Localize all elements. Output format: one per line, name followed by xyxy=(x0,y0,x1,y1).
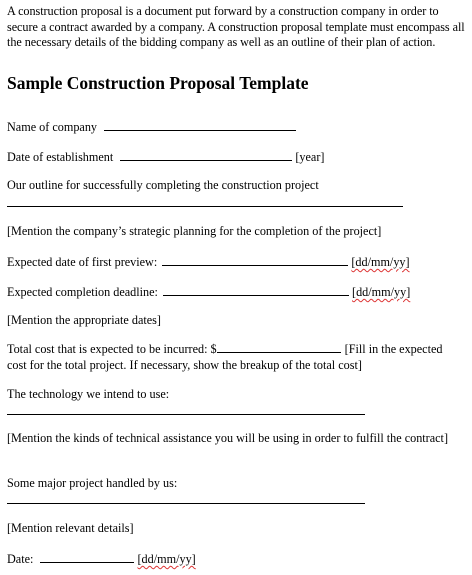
first-preview-row xyxy=(7,254,410,271)
total-cost-row xyxy=(7,341,465,373)
establishment-label: Date of establishment xyxy=(7,150,114,164)
document-page xyxy=(7,4,465,94)
technology-field[interactable] xyxy=(7,414,365,415)
mention-dates-row xyxy=(7,313,161,329)
outline-label: Our outline for successfully completing the construction project xyxy=(7,178,319,192)
company-name-field[interactable] xyxy=(104,119,296,131)
company-name-row xyxy=(7,119,296,136)
relevant-details-text: [Mention relevant details] xyxy=(7,521,134,535)
date-hint-2: [dd/mm/yy] xyxy=(352,285,411,299)
strategic-row xyxy=(7,224,381,240)
outline-field[interactable] xyxy=(7,206,403,207)
total-cost-field[interactable] xyxy=(217,341,341,353)
year-hint: [year] xyxy=(295,150,325,164)
major-project-label: Some major project handled by us: xyxy=(7,476,178,490)
intro-paragraph: A construction proposal is a document put forward by a construction company in order to secure a contract awarded by a company. A construction proposal template must encompass all the necessary details of the bidding company as well as an outline of their plan of action. xyxy=(7,4,465,49)
first-preview-label: Expected date of first preview: xyxy=(7,255,158,269)
first-preview-field[interactable] xyxy=(162,254,348,266)
strategic-text: [Mention the company’s strategic planning for the completion of the project] xyxy=(7,224,382,238)
completion-label: Expected completion deadline: xyxy=(7,285,158,299)
completion-row xyxy=(7,284,410,301)
outline-row xyxy=(7,178,319,194)
date-field[interactable] xyxy=(40,551,134,563)
technology-label: The technology we intend to use: xyxy=(7,387,170,401)
establishment-row xyxy=(7,149,324,166)
date-label: Date: xyxy=(7,552,34,566)
relevant-details-row xyxy=(7,521,134,537)
cost-hint: [Fill in the expected cost for the total project. If necessary, show the breakup of the total cost] xyxy=(7,342,443,372)
technology-row xyxy=(7,387,169,403)
mention-dates-text: [Mention the appropriate dates] xyxy=(7,313,161,327)
date-hint-1: [dd/mm/yy] xyxy=(351,255,410,269)
document-title: Sample Construction Proposal Template xyxy=(7,72,309,93)
total-cost-label: Total cost that is expected to be incurred: $ xyxy=(7,342,217,356)
completion-field[interactable] xyxy=(163,284,349,296)
company-name-label: Name of company xyxy=(7,120,98,134)
date-row xyxy=(7,551,196,568)
major-project-row xyxy=(7,476,177,492)
technical-assistance-row xyxy=(7,431,465,447)
technical-assistance-text: [Mention the kinds of technical assistance you will be using in order to fulfill the contract] xyxy=(7,431,449,445)
date-hint-3: [dd/mm/yy] xyxy=(137,552,196,566)
major-project-field[interactable] xyxy=(7,503,365,504)
establishment-field[interactable] xyxy=(120,149,292,161)
